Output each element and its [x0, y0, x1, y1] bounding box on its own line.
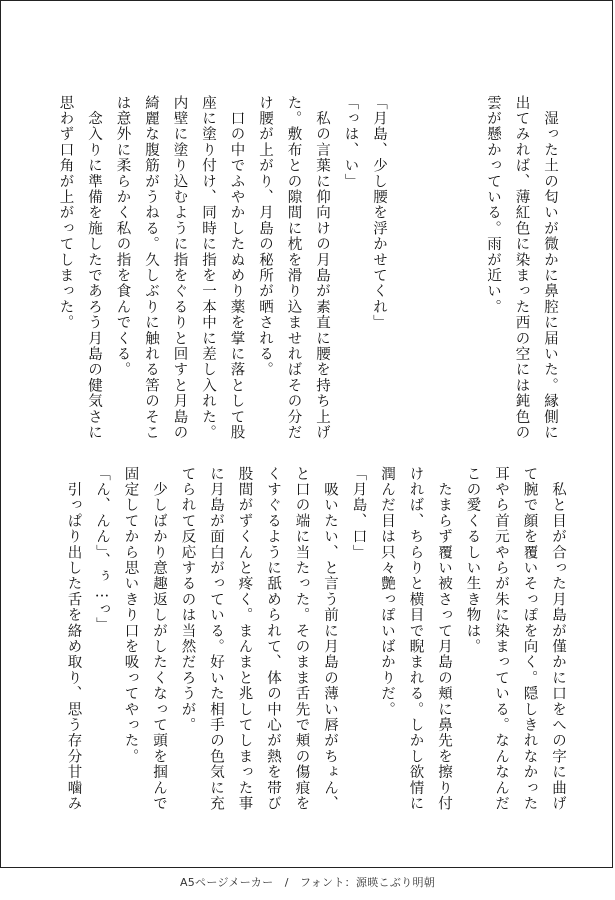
text-line: この愛くるしい生き物は。	[464, 466, 481, 655]
text-line: 潤んだ目は只々艶っぽいばかりだ。	[379, 466, 395, 718]
upper-text-block	[51, 95, 564, 455]
text-line	[422, 95, 451, 455]
text-line: 「月島、口」	[350, 466, 367, 561]
text-line: 吸いたい、と言う前に月島の薄い唇がちょん、	[322, 466, 338, 812]
footer-credit: A5ページメーカー / フォント：源暎こぶり明朝	[179, 876, 436, 889]
text-line: 綺麗な腹筋がうねる。久しぶりに触れる筈のそこ	[143, 95, 159, 441]
text-line: と口の端に当たった。そのまま舌先で頬の傷痕を	[293, 466, 310, 812]
text-line: 「っは、い」	[342, 95, 359, 190]
text-line: 口の中でふやかしたぬめり薬を掌に落として股	[228, 95, 245, 441]
text-line: 固定してから思いきり口を吸ってやった。	[122, 466, 139, 765]
text-line: 雲が懸かっている。雨が近い。	[485, 95, 501, 315]
text-line: 念入りに準備を施したであろう月島の健気さに	[86, 95, 102, 441]
text-line	[450, 95, 479, 455]
text-line: て腕で顔を覆いそっぽを向く。隠しきれなかった	[521, 466, 538, 812]
text-line: は意外に柔らかく私の指を食んでくる。	[114, 95, 131, 378]
text-line: た。敷布との隙間に枕を滑り込ませればその分だ	[285, 95, 302, 441]
text-line: てられて反応するのは当然だろうが。	[179, 466, 196, 733]
text-line: 私の言葉に仰向けの月島が素直に腰を持ち上げ	[314, 95, 330, 441]
text-line: 少しばかり意趣返しがしたくなって頭を掴んで	[151, 466, 167, 812]
text-line: 思わず口角が上がってしまった。	[57, 95, 74, 331]
text-line: 湿った土の匂いが微かに鼻腔に届いた。縁側に	[542, 95, 558, 441]
text-line: 耳やら首元やらが朱に染まっている。なんなんだ	[493, 466, 509, 812]
text-line: 座に塗り付け、同時に指を一本中に差し入れた。	[200, 95, 216, 441]
text-line: 「ん、んん」、ぅ…っ」	[94, 466, 110, 633]
text-line: 出てみれば、薄紅色に染まった西の空には鈍色の	[513, 95, 530, 441]
text-line: 「月島、少し腰を浮かせてくれ」	[371, 95, 387, 331]
text-line: 内壁に塗り込むように指をぐるりと回すと月島の	[171, 95, 188, 441]
text-line	[393, 95, 422, 455]
text-line: ければ、ちらりと横目で睨まれる。しかし欲情に	[407, 466, 424, 812]
text-line: に月島が面白がっている。好いた相手の色気に充	[208, 466, 224, 812]
lower-text-block	[59, 466, 572, 816]
text-line: け腰が上がり、月島の秘所が晒される。	[257, 95, 273, 378]
text-line: 股間がずくんと疼く。まんまと兆してしまった事	[236, 466, 253, 812]
text-line: 引っぱり出した舌を絡め取り、思う存分甘噛み	[65, 466, 82, 812]
text-line: 私と目が合った月島が僅かに口をへの字に曲げ	[550, 466, 566, 812]
text-line: たまらず覆い被さって月島の頬に鼻先を擦り付	[436, 466, 452, 812]
text-line: くすぐるように舐められて、体の中心が熱を帯び	[265, 466, 281, 812]
